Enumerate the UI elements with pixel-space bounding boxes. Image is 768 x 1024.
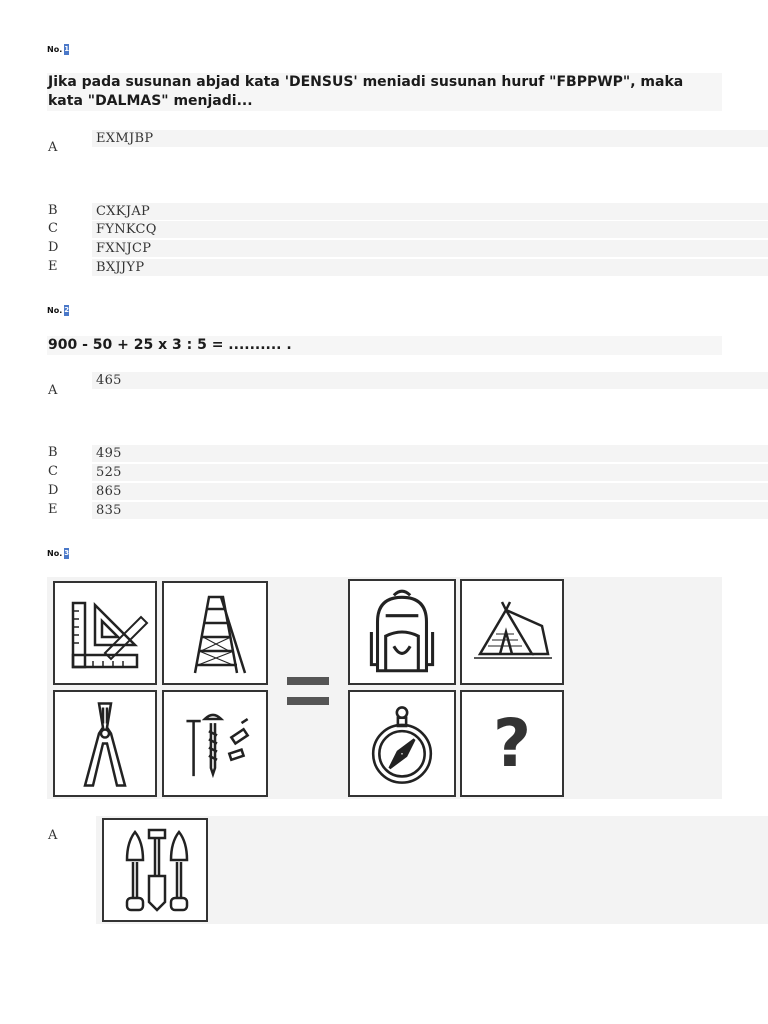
question-number-3 bbox=[47, 548, 69, 559]
option-letter: A bbox=[48, 828, 58, 843]
option-2-d[interactable]: 865 bbox=[92, 483, 768, 500]
backpack-icon bbox=[348, 579, 456, 685]
option-letter: B bbox=[48, 203, 58, 218]
option-1-d[interactable]: FXNJCP bbox=[92, 240, 768, 257]
option-letter: C bbox=[48, 221, 58, 236]
option-1-c[interactable]: FYNKCQ bbox=[92, 221, 768, 238]
pliers-icon bbox=[53, 690, 157, 797]
ruler-set-square-icon bbox=[53, 581, 157, 685]
question-number-1 bbox=[47, 44, 69, 55]
question-number-badge: 2 bbox=[64, 306, 70, 314]
option-2-b[interactable]: 495 bbox=[92, 445, 768, 462]
question-number-label: No. bbox=[47, 45, 63, 54]
question-text-2: 900 - 50 + 25 x 3 : 5 = .......... . bbox=[47, 336, 722, 355]
question-mark-text: ? bbox=[492, 704, 532, 782]
question-number-label: No. bbox=[47, 549, 63, 558]
question-number-badge: 1 bbox=[64, 45, 70, 53]
option-1-e[interactable]: BXJJYP bbox=[92, 259, 768, 276]
nail-screw-icon bbox=[162, 690, 268, 797]
option-2-e[interactable]: 835 bbox=[92, 502, 768, 519]
compass-icon bbox=[348, 690, 456, 797]
equals-sign bbox=[287, 675, 331, 709]
option-letter: E bbox=[48, 259, 58, 274]
option-3-a[interactable] bbox=[96, 816, 768, 924]
option-1-b[interactable]: CXKJAP bbox=[92, 203, 768, 220]
option-letter: E bbox=[48, 502, 58, 517]
shovels-icon bbox=[102, 818, 208, 922]
option-2-c[interactable]: 525 bbox=[92, 464, 768, 481]
question-number-label: No. bbox=[47, 306, 63, 315]
option-2-a[interactable]: 465 bbox=[92, 372, 768, 389]
question-mark-icon bbox=[460, 690, 564, 797]
question-number-2 bbox=[47, 305, 69, 316]
option-letter: B bbox=[48, 445, 58, 460]
option-letter: D bbox=[48, 240, 59, 255]
option-letter: C bbox=[48, 464, 58, 479]
option-letter: A bbox=[48, 383, 58, 398]
tent-icon bbox=[460, 579, 564, 685]
option-letter: D bbox=[48, 483, 59, 498]
question-text-1: Jika pada susunan abjad kata 'DENSUS' meniadi susunan huruf "FBPPWP", maka kata "DALMAS" menjadi... bbox=[47, 73, 722, 111]
ladder-icon bbox=[162, 581, 268, 685]
option-1-a[interactable]: EXMJBP bbox=[92, 130, 768, 147]
question-number-badge: 3 bbox=[64, 549, 70, 557]
option-letter: A bbox=[48, 140, 58, 155]
analogy-figure bbox=[47, 577, 722, 799]
